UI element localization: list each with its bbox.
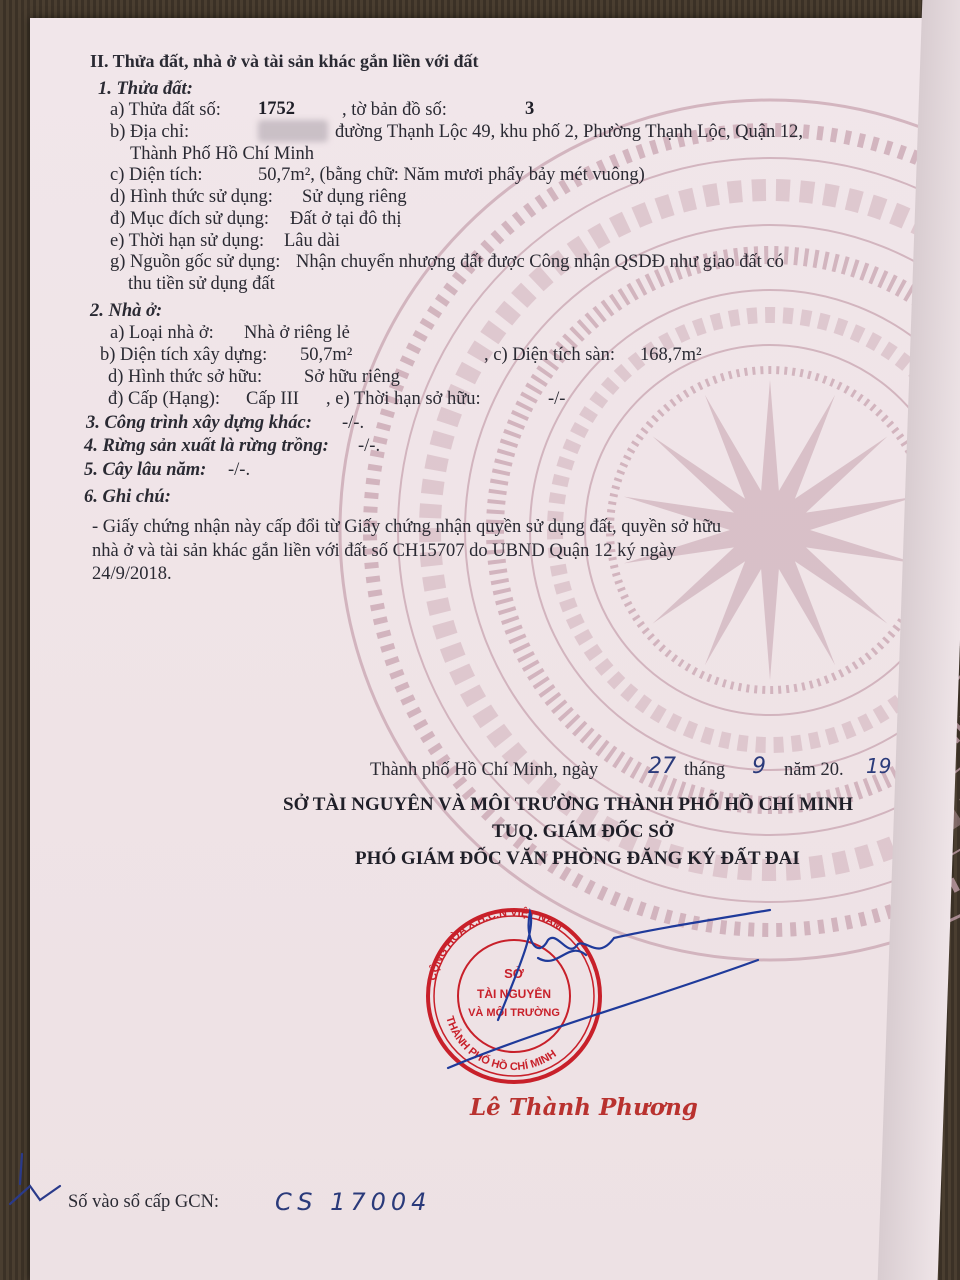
term-value: Lâu dài <box>284 231 340 251</box>
area-label: c) Diện tích: <box>110 165 203 185</box>
map-label: , tờ bản đồ số: <box>342 100 447 120</box>
plot-label: a) Thửa đất số: <box>110 100 221 120</box>
official-stamp-and-signature <box>418 900 778 1090</box>
redacted-house-number <box>258 120 328 142</box>
origin-label: g) Nguồn gốc sử dụng: <box>110 252 281 272</box>
date-year-label: năm 20. <box>784 760 844 780</box>
purpose-value: Đất ở tại đô thị <box>290 209 402 229</box>
seal-ring-bottom: THÀNH PHỐ HỒ CHÍ MINH <box>443 1014 559 1073</box>
own-form-value: Sở hữu riêng <box>304 367 400 387</box>
term-label: e) Thời hạn sử dụng: <box>110 231 265 251</box>
forest-value: -/-. <box>358 436 381 456</box>
date-day: 27 <box>648 754 676 779</box>
forest-heading: 4. Rừng sản xuất là rừng trồng: <box>84 436 329 456</box>
address-line-2: Thành Phố Hồ Chí Minh <box>130 144 314 164</box>
floor-area-value: 168,7m² <box>640 345 702 365</box>
address-label: b) Địa chỉ: <box>110 122 190 142</box>
notes-line-3: 24/9/2018. <box>92 564 172 584</box>
build-area-label: b) Diện tích xây dựng: <box>100 345 268 365</box>
date-year-suffix: 19 <box>866 754 892 778</box>
perennial-value: -/-. <box>228 460 251 480</box>
authority-line-1: SỞ TÀI NGUYÊN VÀ MÔI TRƯỜNG THÀNH PHỐ HỒ CHÍ MINH <box>283 794 854 815</box>
house-type-label: a) Loại nhà ở: <box>110 323 214 343</box>
use-form-value: Sử dụng riêng <box>302 187 407 207</box>
notes-line-2: nhà ở và tài sản khác gắn liền với đất số CH15707 do UBND Quận 12 ký ngày <box>92 541 677 561</box>
area-value: 50,7m², (bằng chữ: Năm mươi phẩy bảy mét vuông) <box>258 165 645 185</box>
grade-label: đ) Cấp (Hạng): <box>108 389 220 409</box>
seal-center-2: TÀI NGUYÊN <box>476 987 552 1001</box>
date-month: 9 <box>752 754 766 779</box>
date-month-label: tháng <box>684 760 726 780</box>
land-heading: 1. Thửa đất: <box>98 79 193 99</box>
section-title: II. Thửa đất, nhà ở và tài sản khác gắn liền với đất <box>90 51 479 71</box>
date-prefix: Thành phố Hồ Chí Minh, ngày <box>370 760 599 780</box>
authority-line-3: PHÓ GIÁM ĐỐC VĂN PHÒNG ĐĂNG KÝ ĐẤT ĐAI <box>355 848 800 869</box>
signer-name: Lê Thành Phương <box>470 1094 698 1121</box>
house-heading: 2. Nhà ở: <box>90 301 163 321</box>
notes-heading: 6. Ghi chú: <box>84 487 171 507</box>
other-construction-heading: 3. Công trình xây dựng khác: <box>86 413 312 433</box>
register-value: CS 17004 <box>275 1188 432 1216</box>
origin-value-2: thu tiền sử dụng đất <box>128 274 275 294</box>
build-area-value: 50,7m² <box>300 345 353 365</box>
perennial-heading: 5. Cây lâu năm: <box>84 460 207 480</box>
own-term-label: , e) Thời hạn sở hữu: <box>326 389 481 409</box>
grade-value: Cấp III <box>246 389 299 409</box>
map-number: 3 <box>525 99 535 119</box>
house-type-value: Nhà ở riêng lẻ <box>244 323 350 343</box>
floor-area-label: , c) Diện tích sàn: <box>484 345 615 365</box>
plot-number: 1752 <box>258 99 295 119</box>
seal-ring-top: CỘNG HÒA X.H.C.N VIỆT NAM <box>426 906 565 982</box>
other-construction-value: -/-. <box>342 413 365 433</box>
use-form-label: d) Hình thức sử dụng: <box>110 187 273 207</box>
seal-center-1: SỞ <box>504 966 524 981</box>
own-term-value: -/- <box>548 389 566 409</box>
address-line-1: đường Thạnh Lộc 49, khu phố 2, Phường Thạnh Lộc, Quận 12, <box>335 122 803 142</box>
purpose-label: đ) Mục đích sử dụng: <box>110 209 270 229</box>
authority-line-2: TUQ. GIÁM ĐỐC SỞ <box>492 821 674 842</box>
notes-line-1: - Giấy chứng nhận này cấp đổi từ Giấy chứng nhận quyền sử dụng đất, quyền sở hữu <box>92 517 722 537</box>
seal-center-3: VÀ MÔI TRƯỜNG <box>468 1007 560 1019</box>
origin-value-1: Nhận chuyển nhượng đất được Công nhận QSDĐ như giao đất có <box>296 252 784 272</box>
register-label: Số vào sổ cấp GCN: <box>68 1192 220 1212</box>
own-form-label: d) Hình thức sở hữu: <box>108 367 263 387</box>
